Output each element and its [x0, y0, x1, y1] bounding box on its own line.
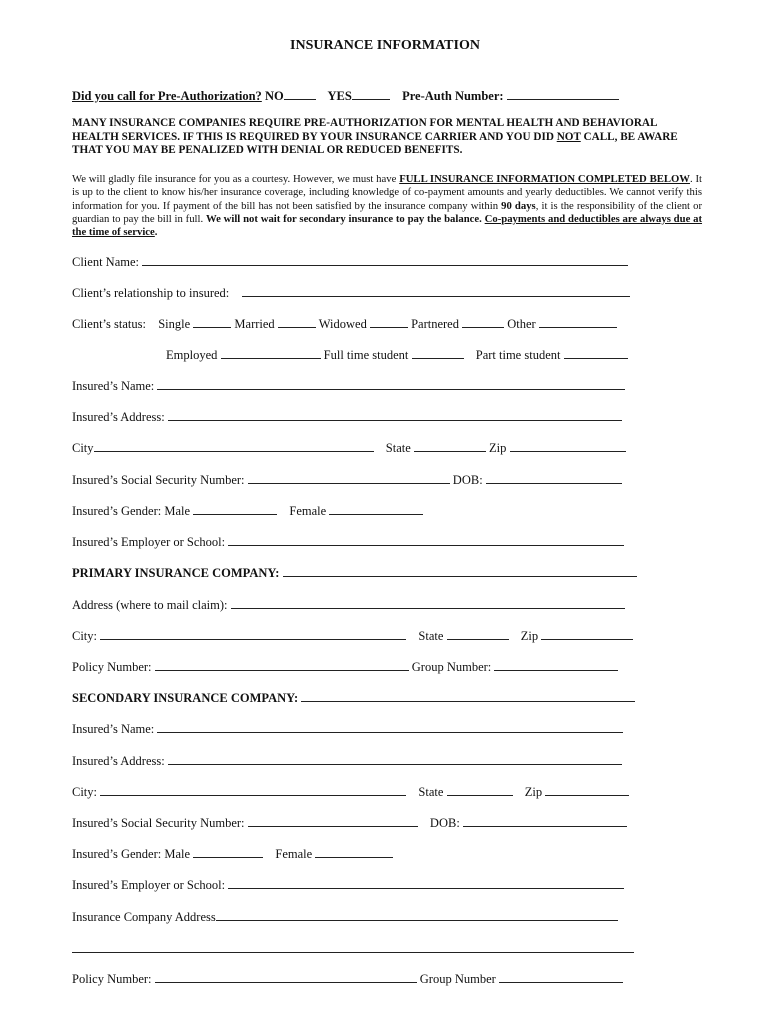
secondary-company-address-field[interactable] — [216, 908, 618, 921]
secondary-group-field[interactable] — [499, 970, 623, 983]
primary-state-field[interactable] — [447, 627, 509, 640]
secondary-address-row — [72, 752, 622, 769]
secondary-address-label: Insured’s Address: — [72, 754, 165, 768]
info-copay-due: Co-payments and deductibles are always due at the time of service — [72, 212, 703, 239]
client-name-row — [72, 253, 628, 270]
secondary-city-row — [72, 783, 629, 800]
insured-address-row — [72, 408, 622, 425]
info-text-2: . It is up to the client to know his/her insurance coverage, including knowledge of co-payment amounts and yearly deductibles. We cannot verify this information for you. If payment of the bill has not been satisfied by the insurance company within — [72, 173, 702, 212]
info-text-1: We will gladly file insurance for you as a courtesy. However, we must have — [72, 173, 397, 185]
secondary-zip-field[interactable] — [545, 783, 629, 796]
status-widowed-label: Widowed — [318, 317, 367, 331]
primary-policy-field[interactable] — [155, 658, 409, 671]
primary-policy-label: Policy Number: — [72, 660, 152, 674]
secondary-city-field[interactable] — [100, 783, 406, 796]
page-title: INSURANCE INFORMATION — [290, 38, 480, 53]
insured-dob-field[interactable] — [486, 471, 622, 484]
warning-end: CALL, BE AWARE THAT YOU MAY BE PENALIZED WITH DENIAL OR REDUCED BENEFITS. — [72, 130, 678, 157]
secondary-policy-row — [72, 970, 623, 987]
secondary-heading-row — [72, 689, 635, 706]
client-status-row — [72, 315, 617, 332]
warning-text: MANY INSURANCE COMPANIES REQUIRE PRE-AUTHORIZATION FOR MENTAL HEALTH AND BEHAVIORAL HEALTH SERVICES. IF THIS IS REQUIRED BY YOUR INSURANCE CARRIER AND YOU DID — [72, 117, 657, 143]
primary-city-row — [72, 627, 633, 644]
primary-heading-row — [72, 564, 637, 581]
secondary-female-label: Female — [275, 847, 313, 861]
warning-not: NOT — [556, 130, 581, 143]
insured-gender-label: Insured’s Gender: — [72, 504, 162, 518]
status-married-field[interactable] — [278, 315, 316, 328]
insured-employer-row — [72, 533, 624, 550]
part-time-label: Part time student — [475, 348, 561, 362]
primary-zip-field[interactable] — [541, 627, 633, 640]
secondary-state-label: State — [418, 785, 444, 799]
status-single-field[interactable] — [193, 315, 231, 328]
info-90-days: 90 days — [501, 199, 536, 212]
preauth-row — [72, 87, 619, 104]
secondary-policy-field[interactable] — [155, 970, 417, 983]
courtesy-paragraph: We will gladly file insurance for you as a courtesy. However, we must have FULL INSURANCE INFORMATION COMPLETED BELOW. It is up to the client to know his/her insurance coverage, including knowledge of co-payment amounts and yearly deductibles. We cannot verify this information for you. If payment of the bill has not been satisfied by the insurance company within 90 days, it is the responsibility of the client or guardian to pay the bill in full. We will not wait for secondary insurance to pay the balance. Co-payments and deductibles are always due at the time of service. — [72, 173, 703, 239]
secondary-name-label: Insured’s Name: — [72, 722, 155, 736]
secondary-company-address-row — [72, 908, 618, 925]
primary-city-field[interactable] — [100, 627, 406, 640]
secondary-gender-label: Insured’s Gender: Male — [72, 847, 191, 861]
client-name-field[interactable] — [142, 253, 628, 266]
info-no-wait: We will not wait for secondary insurance to pay the balance. — [205, 212, 482, 225]
secondary-group-label: Group Number — [419, 972, 496, 986]
insured-city-field[interactable] — [94, 439, 374, 452]
secondary-gender-row — [72, 845, 393, 862]
secondary-address-field[interactable] — [168, 752, 622, 765]
info-text-3: , it is the responsibility of the client or guardian to pay the bill in full. — [72, 199, 703, 225]
primary-group-label: Group Number: — [411, 660, 492, 674]
secondary-name-field[interactable] — [157, 720, 623, 733]
client-relationship-row — [72, 284, 630, 301]
gender-male-field[interactable] — [193, 502, 277, 515]
preauth-number-label: Pre-Auth Number: — [402, 89, 504, 103]
secondary-zip-label: Zip — [524, 785, 543, 799]
insured-employer-label: Insured’s Employer or School: — [72, 535, 226, 549]
full-time-label: Full time student — [323, 348, 409, 362]
preauth-number-field[interactable] — [507, 87, 619, 100]
insured-name-row — [72, 377, 625, 394]
primary-city-label: City: — [72, 629, 98, 643]
insured-address-field[interactable] — [168, 408, 622, 421]
preauth-no-field[interactable] — [284, 87, 316, 100]
secondary-city-label: City: — [72, 785, 98, 799]
insured-ssn-field[interactable] — [248, 471, 450, 484]
employed-label: Employed — [166, 348, 218, 362]
secondary-ssn-row — [72, 814, 627, 831]
gender-male-label: Male — [164, 504, 191, 518]
preauth-no-label: NO — [264, 89, 284, 103]
status-married-label: Married — [234, 317, 275, 331]
insured-gender-row — [72, 502, 423, 519]
employed-field[interactable] — [221, 346, 321, 359]
part-time-field[interactable] — [564, 346, 628, 359]
secondary-employer-label: Insured’s Employer or School: — [72, 878, 226, 892]
secondary-state-field[interactable] — [447, 783, 513, 796]
insured-state-field[interactable] — [414, 439, 486, 452]
secondary-ssn-field[interactable] — [248, 814, 418, 827]
preauth-question: Did you call for Pre-Authorization? — [72, 89, 262, 103]
client-relationship-label: Client’s relationship to insured: — [72, 286, 230, 300]
gender-female-field[interactable] — [329, 502, 423, 515]
primary-company-field[interactable] — [283, 564, 637, 577]
insured-address-label: Insured’s Address: — [72, 410, 165, 424]
secondary-dob-label: DOB: — [429, 816, 460, 830]
insured-name-field[interactable] — [157, 377, 625, 390]
client-relationship-field[interactable] — [242, 284, 630, 297]
status-other-field[interactable] — [539, 315, 617, 328]
secondary-insurance-heading: SECONDARY INSURANCE COMPANY: — [72, 691, 299, 705]
preauth-warning — [72, 117, 702, 158]
client-name-label: Client Name: — [72, 255, 139, 269]
primary-address-label: Address (where to mail claim): — [72, 598, 228, 612]
status-widowed-field[interactable] — [370, 315, 408, 328]
insured-city-label: City — [72, 441, 94, 455]
primary-insurance-heading: PRIMARY INSURANCE COMPANY: — [72, 566, 280, 580]
status-other-label: Other — [507, 317, 536, 331]
insured-ssn-label: Insured’s Social Security Number: — [72, 473, 245, 487]
insured-zip-label: Zip — [489, 441, 507, 455]
full-time-field[interactable] — [412, 346, 464, 359]
secondary-female-field[interactable] — [315, 845, 393, 858]
secondary-male-field[interactable] — [193, 845, 263, 858]
primary-state-label: State — [418, 629, 444, 643]
primary-zip-label: Zip — [520, 629, 539, 643]
secondary-company-address-label: Insurance Company Address — [72, 910, 216, 924]
secondary-employer-field[interactable] — [228, 876, 624, 889]
primary-address-field[interactable] — [231, 596, 625, 609]
primary-group-field[interactable] — [494, 658, 618, 671]
primary-address-row — [72, 596, 625, 613]
employment-row — [166, 346, 628, 363]
secondary-company-field[interactable] — [301, 689, 635, 702]
insured-city-row — [72, 439, 626, 456]
insured-state-label: State — [385, 441, 411, 455]
status-partnered-label: Partnered — [411, 317, 459, 331]
preauth-yes-label: YES — [327, 89, 352, 103]
secondary-company-address-line-2[interactable] — [72, 952, 634, 953]
secondary-policy-label: Policy Number: — [72, 972, 152, 986]
status-single-label: Single — [158, 317, 191, 331]
gender-female-label: Female — [289, 504, 327, 518]
info-full-info: FULL INSURANCE INFORMATION COMPLETED BELOW — [399, 173, 690, 185]
secondary-dob-field[interactable] — [463, 814, 627, 827]
secondary-ssn-label: Insured’s Social Security Number: — [72, 816, 245, 830]
client-status-label: Client’s status: — [72, 317, 146, 331]
status-partnered-field[interactable] — [462, 315, 504, 328]
insured-zip-field[interactable] — [510, 439, 626, 452]
insured-ssn-row — [72, 471, 622, 488]
primary-policy-row — [72, 658, 618, 675]
insured-dob-label: DOB: — [452, 473, 483, 487]
secondary-employer-row — [72, 876, 624, 893]
insured-employer-field[interactable] — [228, 533, 624, 546]
secondary-name-row — [72, 720, 623, 737]
preauth-yes-field[interactable] — [352, 87, 390, 100]
insured-name-label: Insured’s Name: — [72, 379, 155, 393]
